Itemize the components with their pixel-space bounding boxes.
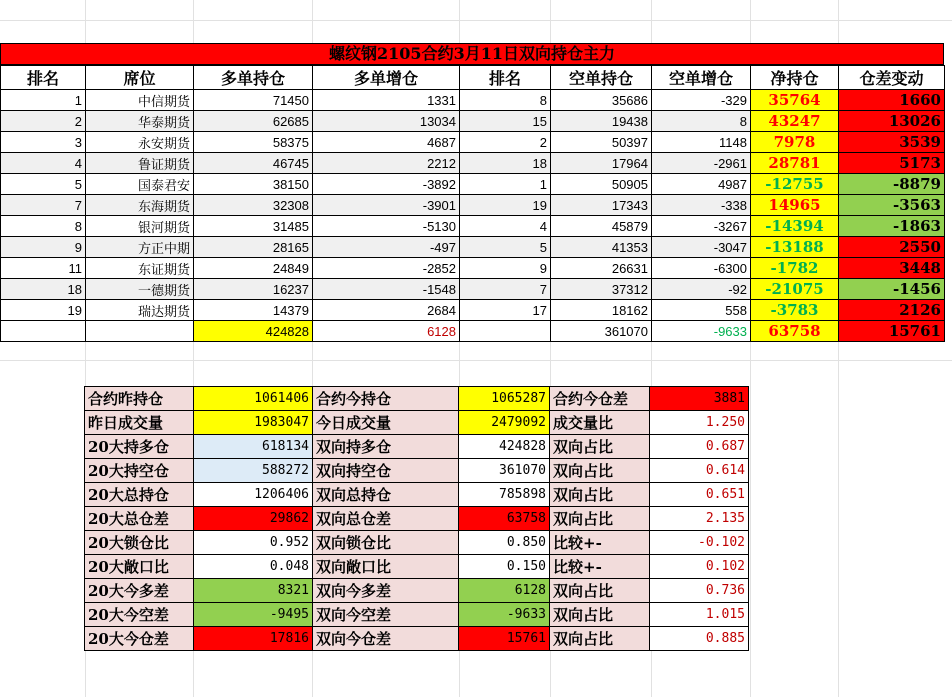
position-table xyxy=(0,65,945,342)
value-cell[interactable]: 6128 xyxy=(459,579,550,603)
value-cell[interactable]: 0.736 xyxy=(650,579,749,603)
label-cell[interactable]: 20大敞口比 xyxy=(85,555,194,579)
cell-short-rank[interactable]: 17 xyxy=(460,300,551,321)
cell-long-pos[interactable]: 28165 xyxy=(194,237,313,258)
header-short-rank[interactable]: 排名 xyxy=(460,66,551,90)
header-diff[interactable]: 仓差变动 xyxy=(839,66,945,90)
cell-long-pos[interactable]: 38150 xyxy=(194,174,313,195)
cell-long-pos[interactable]: 24849 xyxy=(194,258,313,279)
summary-row xyxy=(85,507,749,531)
cell-net[interactable]: 28781 xyxy=(751,153,839,174)
cell-short-chg[interactable]: -92 xyxy=(652,279,751,300)
cell-net[interactable]: -14394 xyxy=(751,216,839,237)
value-cell[interactable]: 0.651 xyxy=(650,483,749,507)
value-cell[interactable]: 424828 xyxy=(459,435,550,459)
cell-long-rank[interactable]: 2 xyxy=(1,111,86,132)
label-cell[interactable]: 双向总仓差 xyxy=(313,507,459,531)
cell-net[interactable]: -1782 xyxy=(751,258,839,279)
header-seat[interactable]: 席位 xyxy=(86,66,194,90)
header-long-pos[interactable]: 多单持仓 xyxy=(194,66,313,90)
cell-net[interactable]: 14965 xyxy=(751,195,839,216)
cell-short-pos[interactable]: 45879 xyxy=(551,216,652,237)
summary-table xyxy=(84,386,749,651)
summary-row xyxy=(85,603,749,627)
label-cell[interactable]: 20大持多仓 xyxy=(85,435,194,459)
label-cell[interactable]: 比较+- xyxy=(550,531,650,555)
cell-short-chg[interactable]: 1148 xyxy=(652,132,751,153)
totals-row xyxy=(1,321,945,342)
cell-seat[interactable]: 国泰君安 xyxy=(86,174,194,195)
summary-row xyxy=(85,579,749,603)
table-row xyxy=(1,258,945,279)
label-cell[interactable]: 双向占比 xyxy=(550,459,650,483)
value-cell[interactable]: 0.687 xyxy=(650,435,749,459)
total-net[interactable]: 63758 xyxy=(751,321,839,342)
cell-long-rank[interactable]: 8 xyxy=(1,216,86,237)
cell-long-rank[interactable]: 7 xyxy=(1,195,86,216)
cell-long-pos[interactable]: 58375 xyxy=(194,132,313,153)
cell-long-chg[interactable]: -3901 xyxy=(313,195,460,216)
cell-long-chg[interactable]: -5130 xyxy=(313,216,460,237)
value-cell[interactable]: 588272 xyxy=(194,459,313,483)
cell-short-pos[interactable]: 37312 xyxy=(551,279,652,300)
cell-long-chg[interactable]: -2852 xyxy=(313,258,460,279)
cell-long-pos[interactable]: 46745 xyxy=(194,153,313,174)
cell-seat[interactable]: 一德期货 xyxy=(86,279,194,300)
value-cell[interactable]: 0.614 xyxy=(650,459,749,483)
summary-row xyxy=(85,531,749,555)
cell-short-pos[interactable]: 18162 xyxy=(551,300,652,321)
cell-short-pos[interactable]: 50905 xyxy=(551,174,652,195)
value-cell[interactable]: 0.952 xyxy=(194,531,313,555)
table-row xyxy=(1,237,945,258)
value-cell[interactable]: 0.885 xyxy=(650,627,749,651)
cell-long-rank[interactable]: 1 xyxy=(1,90,86,111)
cell-long-chg[interactable]: 2212 xyxy=(313,153,460,174)
label-cell[interactable]: 双向敞口比 xyxy=(313,555,459,579)
total-diff[interactable]: 15761 xyxy=(839,321,945,342)
cell-short-rank[interactable]: 19 xyxy=(460,195,551,216)
cell-diff[interactable]: 2550 xyxy=(839,237,945,258)
table-row xyxy=(1,195,945,216)
cell-net[interactable]: -3783 xyxy=(751,300,839,321)
summary-row xyxy=(85,435,749,459)
cell-net[interactable]: -12755 xyxy=(751,174,839,195)
table-row xyxy=(1,216,945,237)
cell-net[interactable]: 35764 xyxy=(751,90,839,111)
cell-short-chg[interactable]: -6300 xyxy=(652,258,751,279)
cell-short-rank[interactable]: 7 xyxy=(460,279,551,300)
value-cell[interactable]: -0.102 xyxy=(650,531,749,555)
cell-long-chg[interactable]: -3892 xyxy=(313,174,460,195)
cell-diff[interactable]: 3539 xyxy=(839,132,945,153)
cell-diff[interactable]: -1863 xyxy=(839,216,945,237)
cell-short-pos[interactable]: 41353 xyxy=(551,237,652,258)
cell-short-rank[interactable]: 4 xyxy=(460,216,551,237)
value-cell[interactable]: 15761 xyxy=(459,627,550,651)
table-row xyxy=(1,279,945,300)
cell-short-rank[interactable]: 9 xyxy=(460,258,551,279)
cell-short-rank[interactable]: 18 xyxy=(460,153,551,174)
label-cell[interactable]: 双向占比 xyxy=(550,483,650,507)
cell-long-chg[interactable]: 4687 xyxy=(313,132,460,153)
table-row xyxy=(1,300,945,321)
value-cell[interactable]: 3881 xyxy=(650,387,749,411)
header-short-pos[interactable]: 空单持仓 xyxy=(551,66,652,90)
value-cell[interactable]: 1983047 xyxy=(194,411,313,435)
cell-seat[interactable]: 东海期货 xyxy=(86,195,194,216)
summary-row xyxy=(85,411,749,435)
cell-short-chg[interactable]: 558 xyxy=(652,300,751,321)
value-cell[interactable]: 0.850 xyxy=(459,531,550,555)
cell-long-chg[interactable]: -497 xyxy=(313,237,460,258)
cell-seat[interactable]: 中信期货 xyxy=(86,90,194,111)
label-cell[interactable]: 昨日成交量 xyxy=(85,411,194,435)
summary-row xyxy=(85,387,749,411)
cell-short-chg[interactable]: -2961 xyxy=(652,153,751,174)
cell-short-chg[interactable]: -3047 xyxy=(652,237,751,258)
value-cell[interactable]: 1061406 xyxy=(194,387,313,411)
cell-empty[interactable] xyxy=(1,321,86,342)
label-cell[interactable]: 比较+- xyxy=(550,555,650,579)
label-cell[interactable]: 双向占比 xyxy=(550,627,650,651)
label-cell[interactable]: 成交量比 xyxy=(550,411,650,435)
label-cell[interactable]: 合约今仓差 xyxy=(550,387,650,411)
label-cell[interactable]: 20大总仓差 xyxy=(85,507,194,531)
value-cell[interactable]: 8321 xyxy=(194,579,313,603)
value-cell[interactable]: 1.250 xyxy=(650,411,749,435)
table-row xyxy=(1,174,945,195)
grid-line xyxy=(0,20,952,21)
label-cell[interactable]: 20大锁仓比 xyxy=(85,531,194,555)
cell-long-pos[interactable]: 32308 xyxy=(194,195,313,216)
cell-seat[interactable]: 方正中期 xyxy=(86,237,194,258)
label-cell[interactable]: 双向占比 xyxy=(550,435,650,459)
label-cell[interactable]: 双向总持仓 xyxy=(313,483,459,507)
grid-line xyxy=(0,360,952,361)
cell-short-pos[interactable]: 35686 xyxy=(551,90,652,111)
label-cell[interactable]: 双向持多仓 xyxy=(313,435,459,459)
cell-net[interactable]: 43247 xyxy=(751,111,839,132)
cell-short-chg[interactable]: 4987 xyxy=(652,174,751,195)
label-cell[interactable]: 双向今空差 xyxy=(313,603,459,627)
label-cell[interactable]: 今日成交量 xyxy=(313,411,459,435)
cell-long-rank[interactable]: 9 xyxy=(1,237,86,258)
cell-long-pos[interactable]: 71450 xyxy=(194,90,313,111)
value-cell[interactable]: 2.135 xyxy=(650,507,749,531)
cell-short-pos[interactable]: 26631 xyxy=(551,258,652,279)
value-cell[interactable]: 618134 xyxy=(194,435,313,459)
summary-row xyxy=(85,555,749,579)
sheet-title[interactable]: 螺纹钢2105合约3月11日双向持仓主力 xyxy=(0,43,944,65)
cell-short-rank[interactable]: 1 xyxy=(460,174,551,195)
table-row xyxy=(1,111,945,132)
cell-long-chg[interactable]: 2684 xyxy=(313,300,460,321)
label-cell[interactable]: 双向占比 xyxy=(550,507,650,531)
cell-long-rank[interactable]: 19 xyxy=(1,300,86,321)
label-cell[interactable]: 合约昨持仓 xyxy=(85,387,194,411)
cell-diff[interactable]: 5173 xyxy=(839,153,945,174)
cell-long-rank[interactable]: 5 xyxy=(1,174,86,195)
total-short-pos[interactable]: 361070 xyxy=(551,321,652,342)
cell-short-rank[interactable]: 8 xyxy=(460,90,551,111)
label-cell[interactable]: 双向锁仓比 xyxy=(313,531,459,555)
cell-long-rank[interactable]: 11 xyxy=(1,258,86,279)
label-cell[interactable]: 合约今持仓 xyxy=(313,387,459,411)
cell-seat[interactable]: 瑞达期货 xyxy=(86,300,194,321)
cell-short-pos[interactable]: 17343 xyxy=(551,195,652,216)
cell-short-pos[interactable]: 19438 xyxy=(551,111,652,132)
value-cell[interactable]: 785898 xyxy=(459,483,550,507)
cell-long-rank[interactable]: 3 xyxy=(1,132,86,153)
header-row xyxy=(1,66,945,90)
label-cell[interactable]: 双向占比 xyxy=(550,579,650,603)
cell-diff[interactable]: -3563 xyxy=(839,195,945,216)
label-cell[interactable]: 20大今多差 xyxy=(85,579,194,603)
cell-diff[interactable]: -8879 xyxy=(839,174,945,195)
value-cell[interactable]: 63758 xyxy=(459,507,550,531)
value-cell[interactable]: 17816 xyxy=(194,627,313,651)
total-long-chg[interactable]: 6128 xyxy=(313,321,460,342)
cell-short-chg[interactable]: -338 xyxy=(652,195,751,216)
cell-seat[interactable]: 银河期货 xyxy=(86,216,194,237)
total-long-pos[interactable]: 424828 xyxy=(194,321,313,342)
cell-short-rank[interactable]: 15 xyxy=(460,111,551,132)
cell-diff[interactable]: -1456 xyxy=(839,279,945,300)
cell-diff[interactable]: 13026 xyxy=(839,111,945,132)
value-cell[interactable]: 361070 xyxy=(459,459,550,483)
cell-diff[interactable]: 1660 xyxy=(839,90,945,111)
label-cell[interactable]: 双向占比 xyxy=(550,603,650,627)
cell-long-pos[interactable]: 14379 xyxy=(194,300,313,321)
cell-empty[interactable] xyxy=(460,321,551,342)
value-cell[interactable]: -9495 xyxy=(194,603,313,627)
table-row xyxy=(1,90,945,111)
value-cell[interactable]: 2479092 xyxy=(459,411,550,435)
cell-long-chg[interactable]: 1331 xyxy=(313,90,460,111)
cell-net[interactable]: 7978 xyxy=(751,132,839,153)
cell-long-pos[interactable]: 31485 xyxy=(194,216,313,237)
cell-short-rank[interactable]: 2 xyxy=(460,132,551,153)
cell-short-rank[interactable]: 5 xyxy=(460,237,551,258)
cell-empty[interactable] xyxy=(86,321,194,342)
label-cell[interactable]: 20大今仓差 xyxy=(85,627,194,651)
value-cell[interactable]: 1065287 xyxy=(459,387,550,411)
cell-short-pos[interactable]: 17964 xyxy=(551,153,652,174)
table-row xyxy=(1,153,945,174)
header-long-rank[interactable]: 排名 xyxy=(1,66,86,90)
cell-seat[interactable]: 永安期货 xyxy=(86,132,194,153)
cell-short-chg[interactable]: -329 xyxy=(652,90,751,111)
value-cell[interactable]: 1.015 xyxy=(650,603,749,627)
cell-long-chg[interactable]: 13034 xyxy=(313,111,460,132)
cell-short-pos[interactable]: 50397 xyxy=(551,132,652,153)
header-net[interactable]: 净持仓 xyxy=(751,66,839,90)
cell-net[interactable]: -21075 xyxy=(751,279,839,300)
cell-diff[interactable]: 2126 xyxy=(839,300,945,321)
cell-net[interactable]: -13188 xyxy=(751,237,839,258)
cell-seat[interactable]: 华泰期货 xyxy=(86,111,194,132)
value-cell[interactable]: 1206406 xyxy=(194,483,313,507)
cell-long-rank[interactable]: 18 xyxy=(1,279,86,300)
cell-seat[interactable]: 鲁证期货 xyxy=(86,153,194,174)
summary-row xyxy=(85,459,749,483)
header-short-chg[interactable]: 空单增仓 xyxy=(652,66,751,90)
label-cell[interactable]: 20大持空仓 xyxy=(85,459,194,483)
summary-row xyxy=(85,483,749,507)
total-short-chg[interactable]: -9633 xyxy=(652,321,751,342)
label-cell[interactable]: 20大总持仓 xyxy=(85,483,194,507)
label-cell[interactable]: 20大今空差 xyxy=(85,603,194,627)
cell-long-pos[interactable]: 62685 xyxy=(194,111,313,132)
cell-short-chg[interactable]: 8 xyxy=(652,111,751,132)
label-cell[interactable]: 双向持空仓 xyxy=(313,459,459,483)
value-cell[interactable]: 0.102 xyxy=(650,555,749,579)
cell-long-rank[interactable]: 4 xyxy=(1,153,86,174)
table-row xyxy=(1,132,945,153)
value-cell[interactable]: -9633 xyxy=(459,603,550,627)
summary-row xyxy=(85,627,749,651)
cell-short-chg[interactable]: -3267 xyxy=(652,216,751,237)
label-cell[interactable]: 双向今多差 xyxy=(313,579,459,603)
value-cell[interactable]: 0.150 xyxy=(459,555,550,579)
value-cell[interactable]: 29862 xyxy=(194,507,313,531)
cell-diff[interactable]: 3448 xyxy=(839,258,945,279)
cell-long-chg[interactable]: -1548 xyxy=(313,279,460,300)
cell-long-pos[interactable]: 16237 xyxy=(194,279,313,300)
header-long-chg[interactable]: 多单增仓 xyxy=(313,66,460,90)
cell-seat[interactable]: 东证期货 xyxy=(86,258,194,279)
label-cell[interactable]: 双向今仓差 xyxy=(313,627,459,651)
value-cell[interactable]: 0.048 xyxy=(194,555,313,579)
